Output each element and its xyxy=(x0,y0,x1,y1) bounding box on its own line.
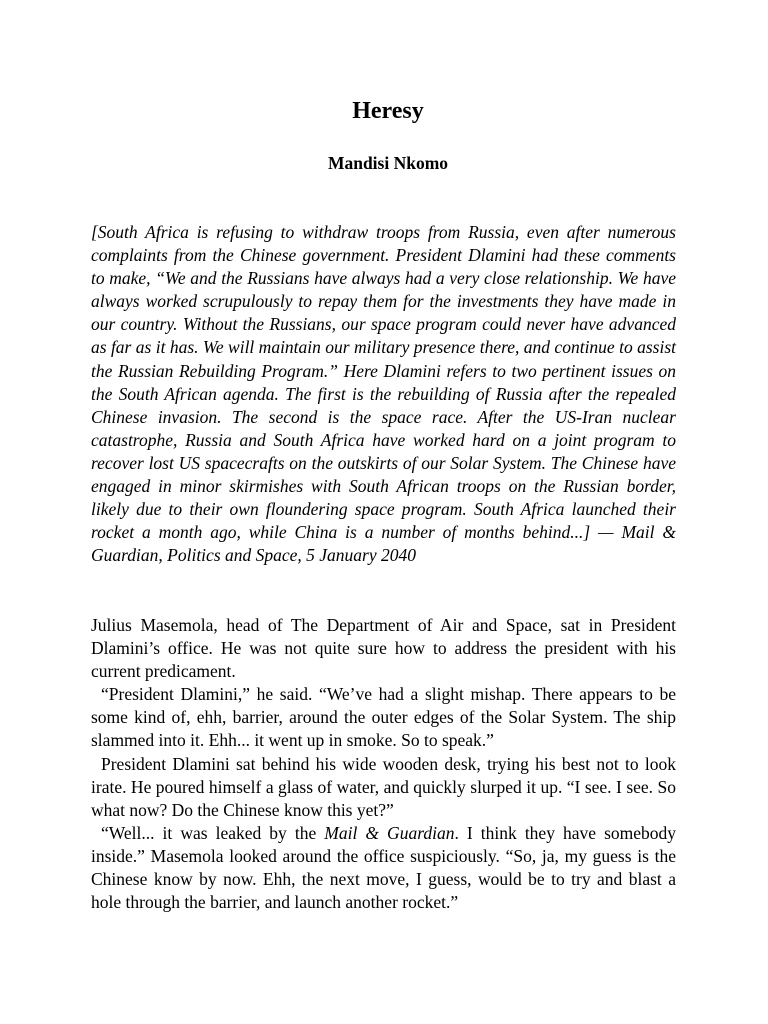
paragraph: “President Dlamini,” he said. “We’ve had a slight mishap. There appears to be some kind of, ehh, barrier, around the outer edges of the Solar System. The ship slammed into it. Ehh... it went up in smoke. So to speak.” xyxy=(91,684,676,751)
epigraph: [South Africa is refusing to withdraw troops from Russia, even after numerous complaints from the Chinese government. President Dlamini had these comments to make, “We and the Russians have always had a very close relationship. We have always worked scrupulously to repay them for the investments they have made in our country. Without the Russians, our space program could never have advanced as far as it has. We will maintain our military presence there, and continue to assist the Russian Rebuilding Program.” Here Dlamini refers to two pertinent issues on the South African agenda. The first is the rebuilding of Russia after the repealed Chinese invasion. The second is the space race. After the US-Iran nuclear catastrophe, Russia and South Africa have worked hard on a joint program to recover lost US spacecrafts on the outskirts of our Solar System. The Chinese have engaged in minor skirmishes with South African troops on the Russian border, likely due to their own floundering space program. South Africa launched their rocket a month ago, while China is a number of months behind...] — Mail & Guardian, Politics and Space, 5 January 2040 xyxy=(91,222,676,566)
author-name: Mandisi Nkomo xyxy=(327,153,449,173)
paragraph-text: “Well... it was leaked by the xyxy=(101,822,325,843)
paragraph: President Dlamini sat behind his wide wooden desk, trying his best not to look irate. He poured himself a glass of water, and quickly slurped it up. “I see. I see. So what now? Do the Chinese know this yet?” xyxy=(91,753,676,820)
story-title: Heresy xyxy=(352,98,424,124)
paragraph: Julius Masemola, head of The Department of Air and Space, sat in President Dlamini’s office. He was not quite sure how to address the president with his current predicament. xyxy=(91,615,676,682)
newspaper-title: Mail & Guardian xyxy=(324,822,455,843)
paragraph xyxy=(91,822,676,914)
story-body xyxy=(91,614,676,914)
paragraph-text: . I think they have somebody inside.” Masemola looked around the office suspiciously. “So, ja, my guess is the Chinese know by now. Ehh, the next move, I guess, would be to try and blast a hole through the barrier, and launch another rocket.” xyxy=(91,822,677,913)
